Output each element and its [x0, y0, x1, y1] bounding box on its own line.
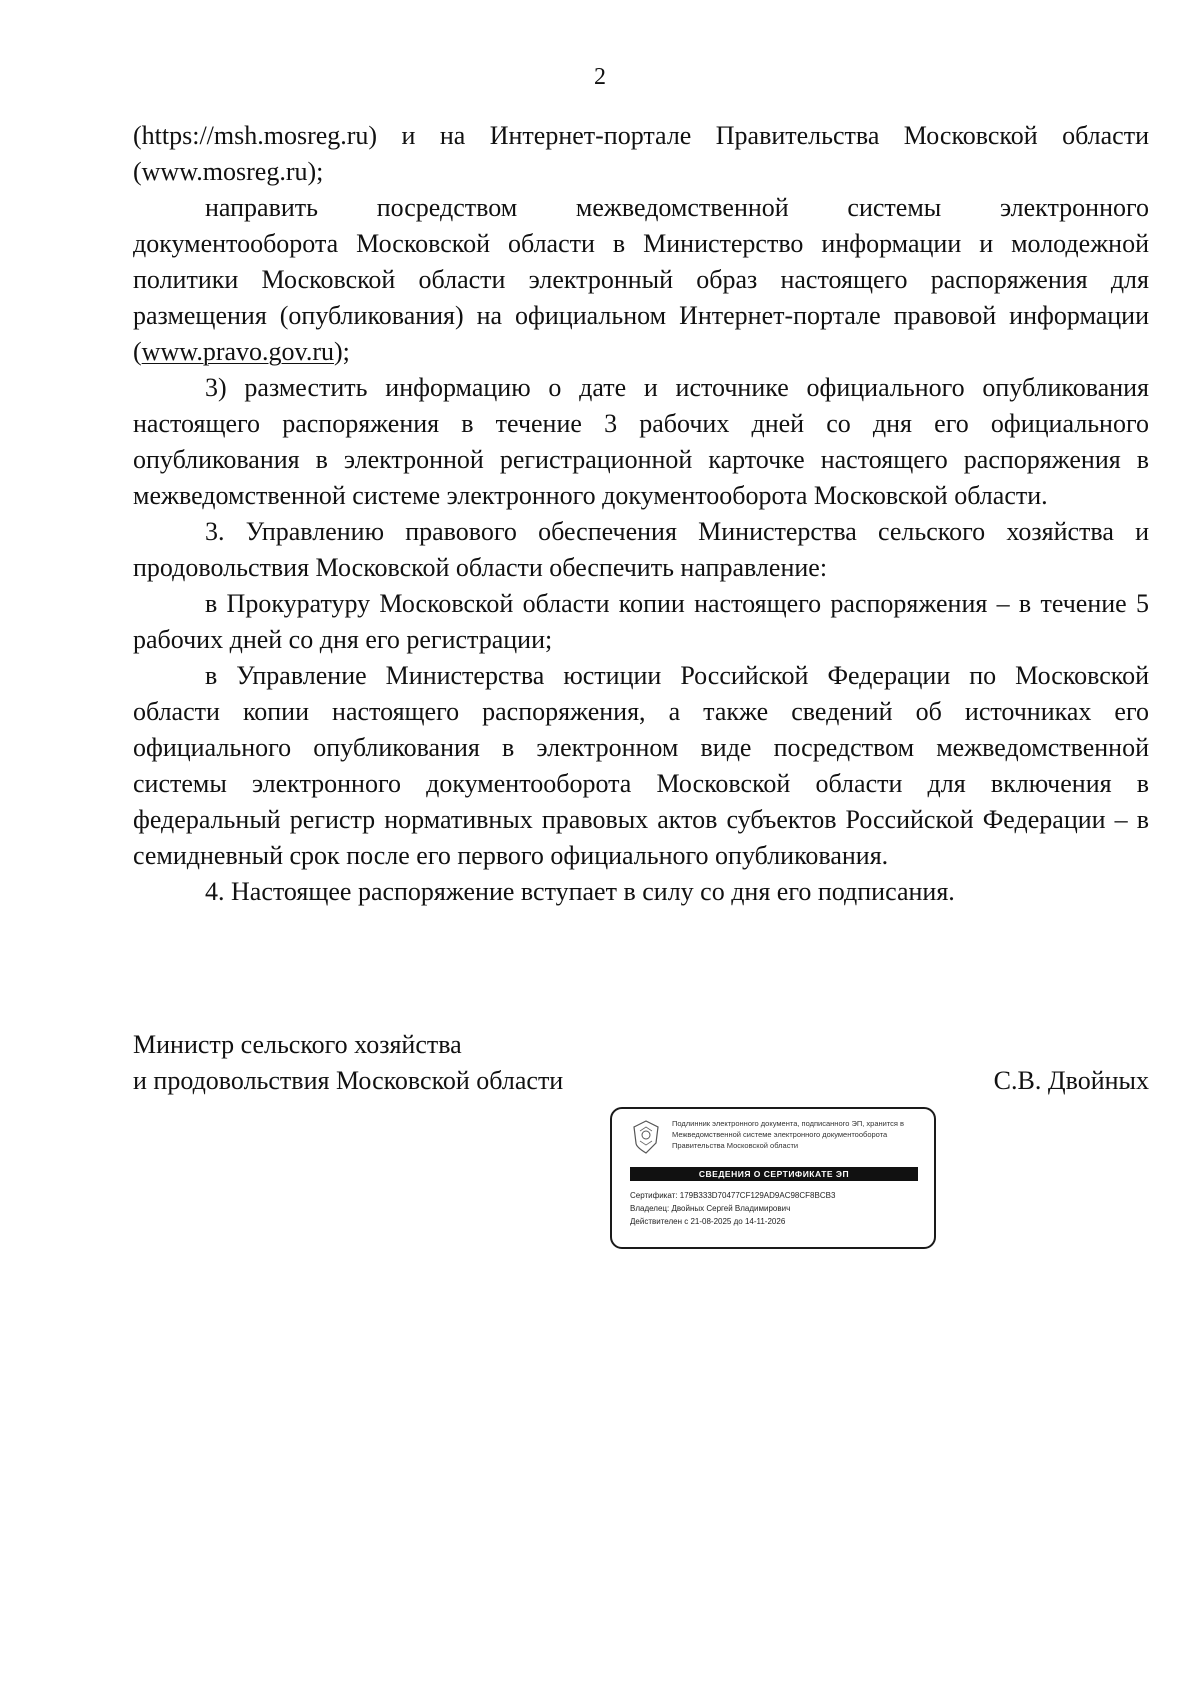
paragraph-2-end: ); [333, 337, 350, 366]
paragraph-6: в Управление Министерства юстиции Российской Федерации по Московской области копии настоящего распоряжения, а также сведений об источниках его официального опубликования в электронном виде посредством межведомственной системы электронного документооборота Московской области для включения в федеральный регистр нормативных правовых актов субъектов Российской Федерации – в семидневный срок после его первого официального опубликования. [133, 661, 1149, 870]
paragraph-3: 3) разместить информацию о дате и источнике официального опубликования настоящего распоряжения в течение 3 рабочих дней со дня его официального опубликования в электронной регистрационной карточке настоящего распоряжения в межведомственной системе электронного документооборота Московской области. [133, 373, 1149, 510]
digital-signature-stamp [610, 1107, 936, 1249]
signatory-line [133, 1063, 1149, 1099]
signature-block [133, 1027, 1149, 1099]
stamp-header: СВЕДЕНИЯ О СЕРТИФИКАТЕ ЭП [630, 1167, 918, 1181]
page-number: 2 [594, 64, 606, 90]
certificate-number: Сертификат: 179B333D70477CF129AD9AC98CF8BCB3 [630, 1191, 836, 1200]
paragraph-2-text: направить посредством межведомственной системы электронного документооборота Московской области в Министерство информации и молодежной политики Московской области электронный образ настоящего распоряжения для размещения (опубликования) на официальном Интернет-портале правовой информации ( [133, 193, 1149, 366]
paragraph-7: 4. Настоящее распоряжение вступает в силу со дня его подписания. [205, 877, 955, 906]
paragraph-2 [133, 190, 1149, 370]
paragraph-4: 3. Управлению правового обеспечения Министерства сельского хозяйства и продовольствия Московской области обеспечить направление: [133, 517, 1149, 582]
pravo-link[interactable]: www.pravo.gov.ru [141, 337, 334, 366]
signatory-title-line2: и продовольствия Московской области [133, 1066, 564, 1095]
paragraph-1: (https://msh.mosreg.ru) и на Интернет-портале Правительства Московской области (www.mosreg.ru); [133, 121, 1149, 186]
stamp-info [630, 1189, 926, 1228]
stamp-note: Подлинник электронного документа, подписанного ЭП, хранится в Межведомственной системе электронного документооборота Правительства Московской области [672, 1119, 905, 1150]
document-body [133, 118, 1149, 910]
signatory-name: С.В. Двойных [993, 1066, 1149, 1095]
certificate-owner: Владелец: Двойных Сергей Владимирович [630, 1204, 791, 1213]
paragraph-5: в Прокуратуру Московской области копии настоящего распоряжения – в течение 5 рабочих дней со дня его регистрации; [133, 589, 1149, 654]
certificate-validity: Действителен с 21-08-2025 до 14-11-2026 [630, 1217, 786, 1226]
signatory-title-line1: Министр сельского хозяйства [133, 1030, 462, 1059]
coat-of-arms-icon [626, 1117, 666, 1157]
